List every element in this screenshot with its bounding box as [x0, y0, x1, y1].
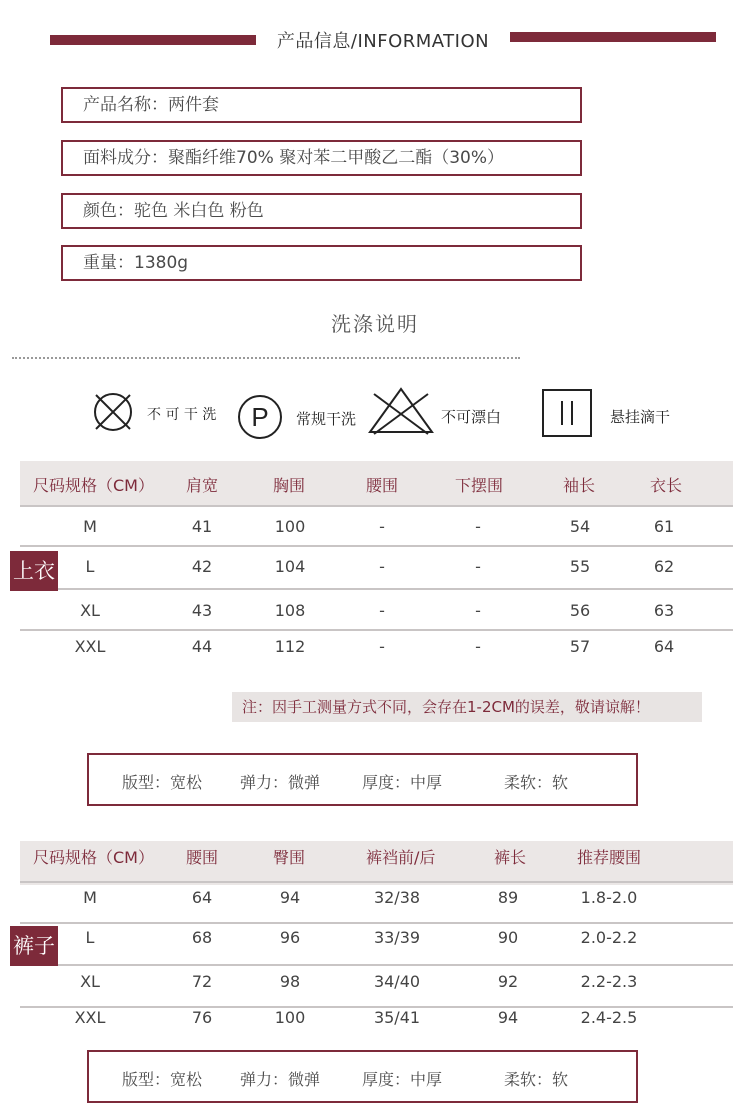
table-cell: 72 [191, 972, 213, 991]
table-cell: - [475, 557, 481, 576]
prop-thickness: 厚度：中厚 [362, 1070, 443, 1089]
pants-side-label: 裤子 [10, 926, 58, 966]
regular-dry-clean-icon [237, 394, 283, 440]
table-cell: XXL [74, 1008, 106, 1027]
table-cell: M [83, 517, 97, 536]
row-divider [20, 545, 733, 547]
table-cell: 92 [497, 972, 519, 991]
table-cell: XXL [74, 637, 106, 656]
svg-text:P: P [251, 402, 269, 432]
row-divider [20, 629, 733, 631]
care-label-no-dry-clean: 不 可 干 洗 [147, 407, 217, 423]
table-cell: - [379, 517, 385, 536]
table-cell: 33/39 [373, 928, 421, 947]
row-divider [20, 922, 733, 924]
section-title: 产品信息/INFORMATION [276, 31, 490, 52]
top-header-size: 尺码规格（CM） [33, 476, 154, 495]
table-cell: XL [80, 601, 100, 620]
table-cell: 104 [274, 557, 306, 576]
fabric-box: 面料成分：聚酯纤维70% 聚对苯二甲酸乙二酯（30%） [61, 140, 582, 176]
table-cell: 89 [497, 888, 519, 907]
weight-box: 重量：1380g [61, 245, 582, 281]
table-cell: 100 [274, 1008, 306, 1027]
prop-softness: 柔软：软 [504, 1070, 569, 1089]
pants-header-waist: 腰围 [186, 848, 219, 867]
top-side-label: 上衣 [10, 551, 58, 591]
table-cell: 41 [191, 517, 213, 536]
properties-box-top [87, 753, 638, 806]
care-label-regular-dry-clean: 常规干洗 [296, 410, 357, 428]
pants-header-recommended-waist: 推荐腰围 [577, 848, 642, 867]
table-cell: 94 [279, 888, 301, 907]
table-cell: 56 [569, 601, 591, 620]
table-cell: - [379, 601, 385, 620]
care-label-no-bleach: 不可漂白 [441, 408, 502, 426]
top-header-waist: 腰围 [366, 476, 399, 495]
table-cell: XL [80, 972, 100, 991]
pants-header-length: 裤长 [494, 848, 527, 867]
table-cell: - [475, 517, 481, 536]
table-cell: 2.4-2.5 [580, 1008, 638, 1027]
top-header-sleeve: 袖长 [563, 476, 596, 495]
pants-header-rise: 裤裆前/后 [366, 848, 436, 867]
hang-dry-icon [541, 388, 593, 438]
table-cell: 44 [191, 637, 213, 656]
header-bar-right [510, 32, 716, 42]
table-cell: 76 [191, 1008, 213, 1027]
row-divider [20, 588, 733, 590]
header-bar-left [50, 35, 256, 45]
top-header-hem: 下摆围 [455, 476, 504, 495]
table-cell: 112 [274, 637, 306, 656]
table-cell: - [379, 637, 385, 656]
product-name-box: 产品名称：两件套 [61, 87, 582, 123]
pants-header-hip: 臀围 [273, 848, 306, 867]
table-cell: 100 [274, 517, 306, 536]
table-cell: 34/40 [373, 972, 421, 991]
row-divider [20, 881, 733, 883]
table-cell: L [85, 557, 95, 576]
table-cell: 43 [191, 601, 213, 620]
table-cell: - [379, 557, 385, 576]
pants-header-size: 尺码规格（CM） [33, 848, 154, 867]
table-cell: 35/41 [373, 1008, 421, 1027]
properties-box-pants [87, 1050, 638, 1103]
row-divider [20, 964, 733, 966]
color-box: 颜色：驼色 米白色 粉色 [61, 193, 582, 229]
table-cell: 57 [569, 637, 591, 656]
table-cell: 68 [191, 928, 213, 947]
top-header-chest: 胸围 [273, 476, 306, 495]
table-cell: M [83, 888, 97, 907]
table-cell: 64 [191, 888, 213, 907]
table-cell: 96 [279, 928, 301, 947]
table-cell: 108 [274, 601, 306, 620]
table-cell: 98 [279, 972, 301, 991]
table-cell: 2.2-2.3 [580, 972, 638, 991]
prop-stretch: 弹力：微弹 [240, 1070, 321, 1089]
table-cell: 61 [653, 517, 675, 536]
table-cell: 54 [569, 517, 591, 536]
table-cell: 42 [191, 557, 213, 576]
measurement-note: 注：因手工测量方式不同，会存在1-2CM的误差，敬请谅解！ [232, 692, 702, 722]
table-cell: 90 [497, 928, 519, 947]
table-cell: 63 [653, 601, 675, 620]
top-header-shoulder: 肩宽 [186, 476, 219, 495]
prop-fit: 版型：宽松 [122, 1070, 203, 1089]
table-cell: 94 [497, 1008, 519, 1027]
no-dry-clean-icon [92, 391, 134, 433]
row-divider [20, 505, 733, 507]
washing-title: 洗涤说明 [331, 312, 419, 336]
prop-thickness: 厚度：中厚 [362, 773, 443, 792]
prop-stretch: 弹力：微弹 [240, 773, 321, 792]
table-cell: 62 [653, 557, 675, 576]
no-bleach-icon [366, 386, 436, 436]
table-cell: - [475, 601, 481, 620]
table-cell: 1.8-2.0 [580, 888, 638, 907]
care-label-hang-dry: 悬挂滴干 [610, 408, 671, 426]
top-header-length: 衣长 [650, 476, 683, 495]
table-cell: 32/38 [373, 888, 421, 907]
dotted-divider [12, 357, 520, 359]
prop-softness: 柔软：软 [504, 773, 569, 792]
table-cell: 2.0-2.2 [580, 928, 638, 947]
table-cell: 55 [569, 557, 591, 576]
table-cell: L [85, 928, 95, 947]
table-cell: - [475, 637, 481, 656]
table-cell: 64 [653, 637, 675, 656]
prop-fit: 版型：宽松 [122, 773, 203, 792]
